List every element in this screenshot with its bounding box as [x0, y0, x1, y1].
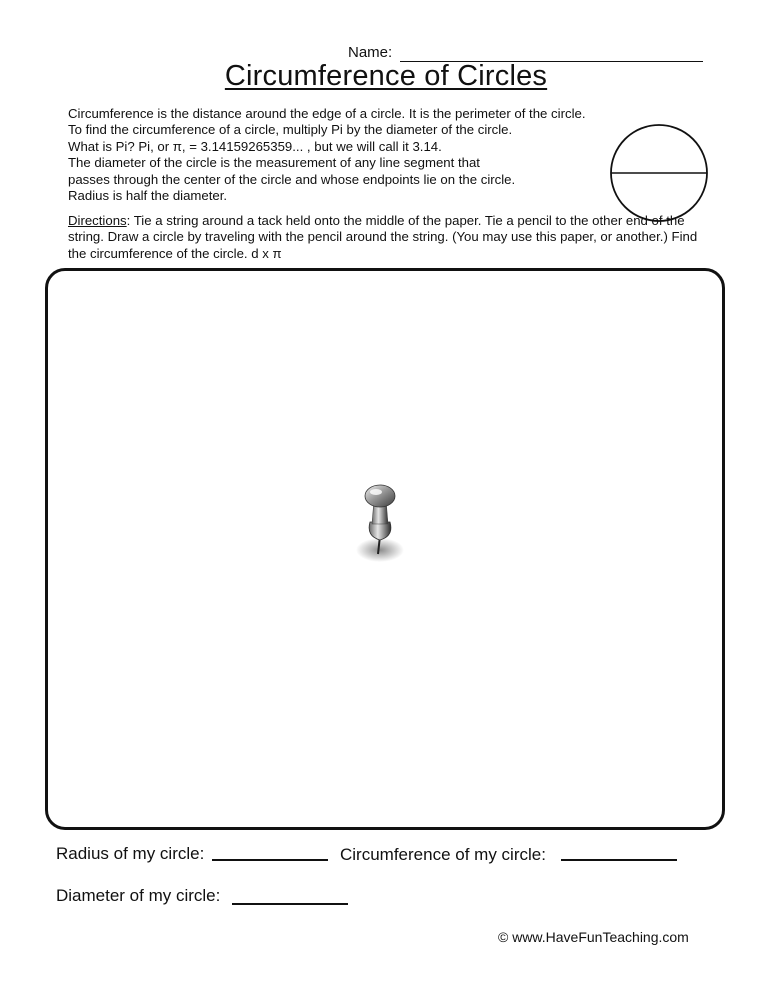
- radius-label: Radius of my circle:: [56, 844, 205, 863]
- directions-paragraph: [68, 213, 708, 262]
- intro-paragraph: [68, 106, 628, 204]
- name-label: Name:: [348, 44, 393, 61]
- directions-label: Directions: [68, 213, 127, 228]
- worksheet-title: Circumference of Circles: [224, 60, 548, 92]
- diameter-label: Diameter of my circle:: [56, 886, 221, 905]
- circumference-label: Circumference of my circle:: [340, 845, 546, 864]
- intro-line: passes through the center of the circle and whose endpoints lie on the circle.: [68, 171, 516, 187]
- intro-line: What is Pi? Pi, or π, = 3.14159265359... , but we will call it 3.14.: [68, 138, 442, 154]
- push-pin-icon: [346, 478, 426, 570]
- diameter-answer-line[interactable]: [232, 903, 348, 905]
- circumference-answer-line[interactable]: [561, 859, 677, 861]
- directions-text: : Tie a string around a tack held onto the middle of the paper. Tie a pencil to the other end of the string. Draw a circle by traveling with the pencil around the string. (You may use this paper, or another.) Find the circumference of the circle. d x π: [68, 213, 698, 261]
- circle-with-diameter-icon: [609, 124, 709, 222]
- footer-credit: © www.HaveFunTeaching.com: [498, 929, 689, 945]
- intro-line: Radius is half the diameter.: [68, 188, 228, 204]
- intro-line: To find the circumference of a circle, multiply Pi by the diameter of the circle.: [68, 122, 513, 138]
- intro-line: The diameter of the circle is the measurement of any line segment that: [68, 155, 480, 171]
- intro-line: Circumference is the distance around the edge of a circle. It is the perimeter of the circle.: [68, 106, 586, 121]
- radius-answer-line[interactable]: [212, 859, 328, 861]
